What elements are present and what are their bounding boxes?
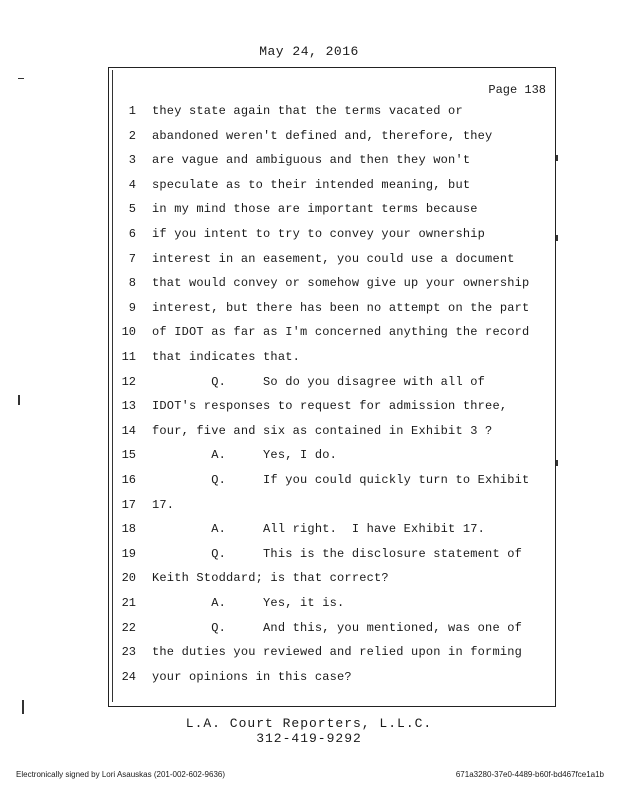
scan-mark	[556, 155, 558, 161]
scan-mark	[18, 78, 24, 79]
transcript-line: abandoned weren't defined and, therefore, they	[152, 129, 493, 143]
line-number: 14	[121, 424, 136, 438]
line-number: 2	[128, 129, 136, 143]
transcript-line: A. Yes, it is.	[152, 596, 345, 610]
transcript-line: four, five and six as contained in Exhibit 3 ?	[152, 424, 493, 438]
line-number: 22	[121, 621, 136, 635]
scan-mark	[556, 235, 558, 241]
line-number: 7	[128, 252, 136, 266]
footer-firm: L.A. Court Reporters, L.L.C.	[185, 716, 433, 731]
line-number: 13	[121, 399, 136, 413]
line-number: 10	[121, 325, 136, 339]
transcript-line: that indicates that.	[152, 350, 301, 364]
transcript-line: IDOT's responses to request for admission three,	[152, 399, 508, 413]
line-number: 18	[121, 522, 136, 536]
transcript-line: 17.	[152, 498, 175, 512]
scan-mark	[556, 460, 558, 466]
line-number: 9	[128, 301, 136, 315]
line-number: 12	[121, 375, 136, 389]
transcript-line: Keith Stoddard; is that correct?	[152, 571, 389, 585]
line-number: 15	[121, 448, 136, 462]
transcript-line: Q. And this, you mentioned, was one of	[152, 621, 523, 635]
line-number: 19	[121, 547, 136, 561]
line-number: 16	[121, 473, 136, 487]
transcript-line: your opinions in this case?	[152, 670, 352, 684]
transcript-line: the duties you reviewed and relied upon in forming	[152, 645, 523, 659]
transcript-line: interest, but there has been no attempt on the part	[152, 301, 530, 315]
footer-phone: 312-419-9292	[256, 731, 362, 746]
scan-mark	[22, 700, 24, 714]
document-hash: 671a3280-37e0-4489-b60f-bd467fce1a1b	[455, 770, 604, 779]
line-number: 24	[121, 670, 136, 684]
transcript-line: that would convey or somehow give up your ownership	[152, 276, 530, 290]
line-number: 3	[128, 153, 136, 167]
line-number: 4	[128, 178, 136, 192]
header-date: May 24, 2016	[259, 44, 359, 59]
line-number: 20	[121, 571, 136, 585]
transcript-line: Q. If you could quickly turn to Exhibit	[152, 473, 530, 487]
page-label: Page 138	[488, 83, 546, 97]
line-number: 23	[121, 645, 136, 659]
transcript-line: speculate as to their intended meaning, but	[152, 178, 471, 192]
transcript-line: Q. This is the disclosure statement of	[152, 547, 523, 561]
transcript-line: they state again that the terms vacated or	[152, 104, 463, 118]
transcript-line: A. Yes, I do.	[152, 448, 338, 462]
transcript-line: are vague and ambiguous and then they won't	[152, 153, 471, 167]
line-number: 11	[121, 350, 136, 364]
transcript-line: Q. So do you disagree with all of	[152, 375, 486, 389]
line-number: 5	[128, 202, 136, 216]
line-number: 8	[128, 276, 136, 290]
transcript-line: if you intent to try to convey your ownership	[152, 227, 486, 241]
line-number: 1	[128, 104, 136, 118]
transcript-line: in my mind those are important terms because	[152, 202, 478, 216]
line-number: 6	[128, 227, 136, 241]
scan-mark	[18, 395, 20, 405]
line-number: 21	[121, 596, 136, 610]
transcript-line: of IDOT as far as I'm concerned anything the record	[152, 325, 530, 339]
line-number: 17	[121, 498, 136, 512]
esignature-note: Electronically signed by Lori Asauskas (201-002-602-9636)	[16, 770, 226, 779]
transcript-line: A. All right. I have Exhibit 17.	[152, 522, 486, 536]
transcript-line: interest in an easement, you could use a document	[152, 252, 515, 266]
